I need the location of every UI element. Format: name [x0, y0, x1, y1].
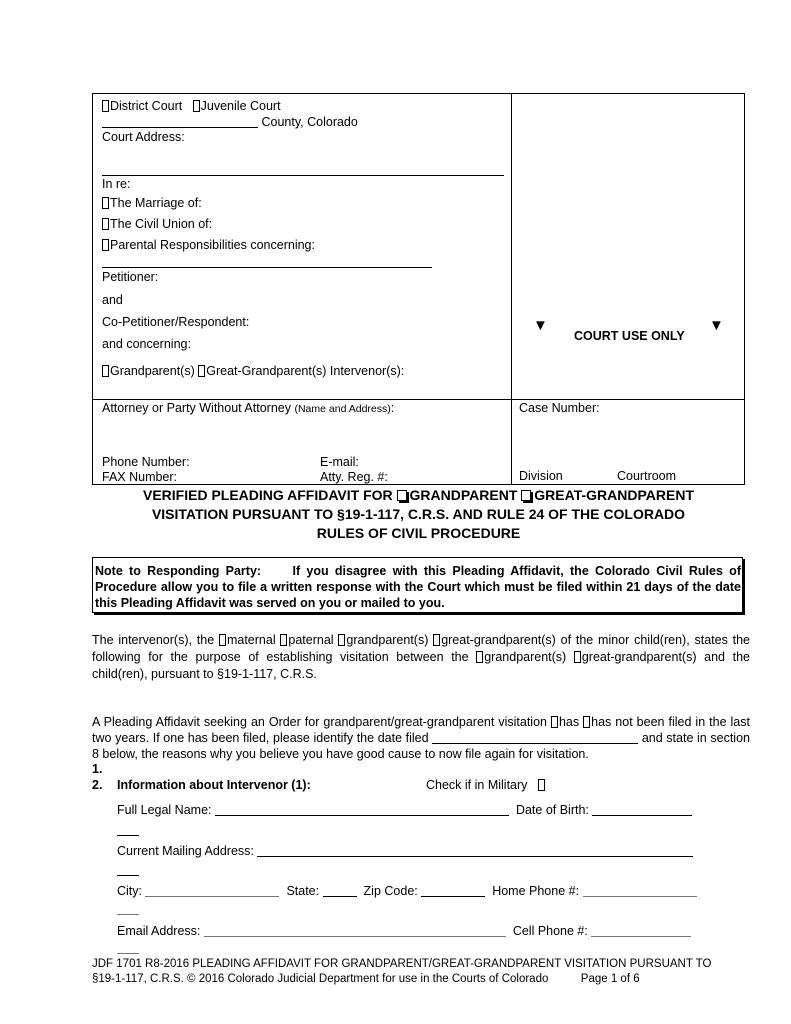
mailing-row: [117, 844, 693, 858]
division-label: Division: [519, 469, 563, 483]
intervenor-type-row: [102, 364, 404, 378]
email-row: [117, 924, 691, 938]
field-underline: [117, 953, 139, 954]
page-footer: [92, 957, 711, 987]
home-phone-field[interactable]: [583, 884, 697, 897]
note-to-responding-party: [92, 557, 743, 613]
military-checkbox[interactable]: [538, 779, 545, 791]
fax-label: FAX Number:: [102, 470, 178, 484]
title-line-1: VERIFIED PLEADING AFFIDAVIT FOR GRANDPARENT GREAT-GRANDPARENT: [142, 487, 694, 503]
county-row: [102, 115, 358, 129]
email-label: E-mail:: [320, 455, 359, 469]
parental-checkbox[interactable]: [102, 239, 109, 251]
full-name-field[interactable]: [215, 803, 509, 816]
military-label: Check if in Military: [426, 778, 528, 792]
has-not-filed-checkbox[interactable]: [583, 716, 590, 728]
case-number-label: Case Number:: [519, 401, 600, 415]
email-address-label: Email Address:: [117, 924, 201, 938]
great-grandparent-title-checkbox[interactable]: [521, 490, 531, 501]
caption-divider: [511, 93, 512, 485]
zip-field[interactable]: [421, 884, 485, 897]
petitioner-label: Petitioner:: [102, 270, 159, 284]
caption-right-border: [744, 93, 745, 485]
county-field[interactable]: [102, 115, 258, 128]
page-number: Page 1 of 6: [580, 973, 640, 985]
has-filed-checkbox[interactable]: [551, 716, 558, 728]
court-type-row: [102, 99, 281, 113]
state-label: State:: [286, 884, 320, 898]
juvenile-court-label: Juvenile Court: [200, 99, 281, 113]
mailing-label: Current Mailing Address:: [117, 844, 254, 858]
intervenor-heading: Information about Intervenor (1):: [117, 778, 311, 792]
grandparents-checkbox[interactable]: [102, 365, 109, 377]
attorney-note: (Name and Address): [294, 403, 391, 415]
co-petitioner-label: Co-Petitioner/Respondent:: [102, 315, 250, 329]
district-court-label: District Court: [110, 99, 183, 113]
field-underline: [117, 835, 139, 836]
court-use-only-label: COURT USE ONLY: [574, 329, 685, 343]
dob-label: Date of Birth:: [515, 803, 589, 817]
and-concerning-label: and concerning:: [102, 337, 191, 351]
caption-middle-border: [92, 399, 745, 400]
intervenor-paragraph: The intervenor(s), the maternal paternal grandparent(s) great-grandparent(s) of the minor child(ren), states the following for the purpose of establishing visitation between the grandparent(s) great-grandparent(s) and the child(ren), pursuant to §19-1-117, C.R.S.: [92, 633, 751, 681]
attorney-label-row: [102, 401, 394, 415]
attorney-colon: :: [390, 401, 395, 415]
triangle-down-icon: ▼: [709, 317, 724, 334]
city-row: [117, 884, 697, 898]
attorney-label: Attorney or Party Without Attorney: [102, 401, 291, 415]
cell-phone-field[interactable]: [591, 924, 691, 937]
field-underline: [117, 914, 139, 915]
civil-union-checkbox[interactable]: [102, 218, 109, 230]
juvenile-court-checkbox[interactable]: [193, 100, 200, 112]
note-label: Note to Responding Party:: [95, 564, 262, 578]
phone-label: Phone Number:: [102, 455, 190, 469]
caption-left-border: [92, 93, 93, 485]
maternal-checkbox[interactable]: [219, 634, 226, 646]
section-number-2: 2.: [92, 778, 103, 792]
field-underline: [117, 875, 139, 876]
district-court-checkbox[interactable]: [102, 100, 109, 112]
full-name-label: Full Legal Name:: [117, 803, 212, 817]
home-phone-label: Home Phone #:: [492, 884, 580, 898]
marriage-label: The Marriage of:: [110, 196, 202, 210]
title-line-2: VISITATION PURSUANT TO §19-1-117, C.R.S. AND RULE 24 OF THE COLORADO: [151, 506, 686, 522]
grandparents-checkbox[interactable]: [338, 634, 345, 646]
section-number-1: 1.: [92, 762, 103, 776]
city-field[interactable]: [145, 884, 279, 897]
state-field[interactable]: [323, 884, 357, 897]
grandparents-label: Grandparent(s): [110, 364, 195, 378]
county-label: County, Colorado: [261, 115, 358, 129]
email-address-field[interactable]: [204, 924, 506, 937]
mailing-field[interactable]: [257, 844, 693, 857]
cell-phone-label: Cell Phone #:: [512, 924, 588, 938]
great-grandparents-checkbox[interactable]: [198, 365, 205, 377]
marriage-row: [102, 196, 202, 210]
prior-filing-paragraph: A Pleading Affidavit seeking an Order for grandparent/great-grandparent visitation has has not been filed in the last two years. If one has been filed, please identify the date filed and state in section 8 below, the reasons why you believe you have good cause to now file again for visitation.: [92, 715, 750, 761]
visitation-great-grandparents-checkbox[interactable]: [574, 651, 581, 663]
caption-bottom-border: [92, 484, 745, 485]
great-grandparents-checkbox[interactable]: [433, 634, 440, 646]
great-grandparents-label: Great-Grandparent(s) Intervenor(s):: [206, 364, 405, 378]
document-title: [92, 486, 745, 543]
note-text: If you disagree with this Pleading Affidavit, the Colorado Civil Rules of Procedure allow you to file a written response with the Court which must be filed within 21 days of the date this Pleading Affidavit was served on you or mailed to you.: [95, 564, 741, 610]
marriage-checkbox[interactable]: [102, 197, 109, 209]
atty-reg-label: Atty. Reg. #:: [320, 470, 388, 484]
civil-union-row: [102, 217, 212, 231]
footer-line-2: §19-1-117, C.R.S. © 2016 Colorado Judicial Department for use in the Courts of Colorado Page 1 of 6: [92, 973, 640, 985]
and-label: and: [102, 293, 123, 307]
grandparent-title-checkbox[interactable]: [397, 490, 407, 501]
date-filed-field[interactable]: [432, 731, 638, 744]
parental-name-field[interactable]: [102, 267, 432, 268]
civil-union-label: The Civil Union of:: [110, 217, 213, 231]
visitation-grandparents-checkbox[interactable]: [476, 651, 483, 663]
triangle-down-icon: ▼: [533, 317, 548, 334]
military-row: [426, 778, 546, 792]
court-address-label: Court Address:: [102, 130, 185, 144]
parental-row: [102, 238, 315, 252]
caption-top-border: [92, 93, 745, 94]
in-re-label: In re:: [102, 177, 131, 191]
court-address-field[interactable]: [102, 175, 504, 176]
dob-field[interactable]: [592, 803, 692, 816]
full-name-row: [117, 803, 692, 817]
title-line-3: RULES OF CIVIL PROCEDURE: [316, 525, 521, 541]
footer-line-1: JDF 1701 R8-2016 PLEADING AFFIDAVIT FOR GRANDPARENT/GREAT-GRANDPARENT VISITATION PURSUANT TO: [92, 958, 712, 970]
city-label: City:: [117, 884, 142, 898]
courtroom-label: Courtroom: [617, 469, 677, 483]
paternal-checkbox[interactable]: [280, 634, 287, 646]
zip-label: Zip Code:: [363, 884, 418, 898]
parental-label: Parental Responsibilities concerning:: [110, 238, 315, 252]
